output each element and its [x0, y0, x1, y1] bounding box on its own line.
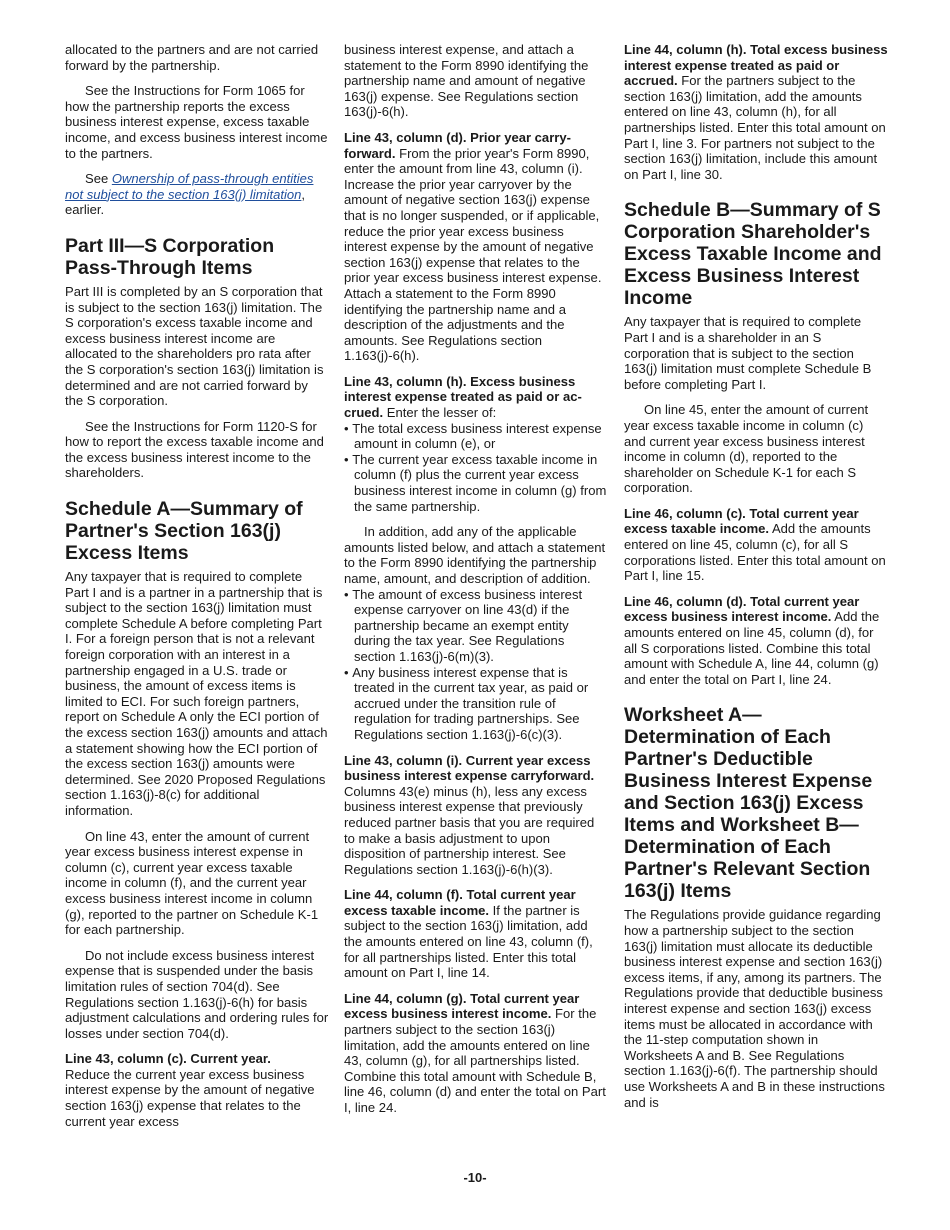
paragraph: Line 43, column (h). Excess business interest expense treated as paid or accrued. Enter the lesser of:: [344, 373, 582, 421]
column-3: [624, 42, 888, 1120]
run-in-heading: Line 44, column (g). Total current year excess business interest income.: [344, 990, 580, 1022]
list-item: • The current year excess taxable income in column (f) plus the current year excess business interest income in column (g) from the same partnership.: [344, 452, 608, 514]
paragraph: Line 46, column (c). Total current year excess taxable income. Add the amounts entered on line 45, column (c), for all S corporations listed. Enter this total amount on Part I, line 15.: [624, 505, 886, 584]
paragraph: Line 43, column (i). Current year excess business interest expense carryforward. Columns 43(e) minus (h), less any excess business interest expense that previously reduced partner basis that you are required to make a basis adjustment to upon disposition of partnership interest. See Regulations section 1.163(j)-6(h)(3).: [344, 752, 595, 877]
page-number: -10-: [463, 1170, 487, 1185]
run-in-heading: Line 43, column (i). Current year excess business interest expense carryforward.: [344, 752, 595, 784]
paragraph: business interest expense, and attach a statement to the Form 8990 identifying the partnership name and amount of negative 163(j) expense. See Regulations section 163(j)-6(h).: [344, 42, 589, 120]
paragraph: Part III is completed by an S corporation that is subject to the section 163(j) limitation. The S corporation's excess taxable income and excess business interest income are allocated to the shareholders pro rata after the S corporation's section 163(j) limitation is determined and are not carried forward by the S corporation.: [65, 283, 324, 409]
paragraph: Line 43, column (c). Current year. Reduce the current year excess business interest expense by the amount of negative section 163(j) expense that relates to the current year excess: [65, 1051, 315, 1129]
paragraph: allocated to the partners and are not carried forward by the partnership.: [65, 42, 319, 73]
paragraph: Any taxpayer that is required to complete Part I and is a partner in a partnership that is subject to the section 163(j) limitation must complete Schedule A before completing Part I. For a foreign person that is not a relevant foreign corporation with an interest in a partnership engaged in a U.S. trade or business, the amount of excess items is limited to ECI. For such foreign partners, report on Schedule A only the ECI portion of the excess section 163(j) amounts and attach a statement showing how the ECI portion of the excess section 163(j) amounts were determined. See 2020 Proposed Regulations section 1.163(j)-8(c) for additional information.: [65, 569, 328, 818]
run-in-heading: Line 46, column (d). Total current year excess business interest income.: [624, 593, 860, 625]
run-in-heading: Line 44, column (h). Total excess business interest expense treated as paid or accrued.: [624, 42, 888, 89]
paragraph: See the Instructions for Form 1065 for how the partnership reports the excess business interest expense, excess taxable income, and excess business interest income to the partners.: [65, 83, 328, 161]
paragraph: Line 46, column (d). Total current year excess business interest income. Add the amounts entered on line 45, column (d), for all S corporations listed. Combine this total amount with Schedule A, line 44, column (g) and enter the total on Part I, line 24.: [624, 593, 880, 687]
column-2: [344, 42, 608, 1126]
column-1: [65, 42, 329, 1139]
paragraph: Line 44, column (g). Total current year excess business interest income. For the partners subject to the section 163(j) limitation, add the amounts entered on line 43, column (g), for all partnerships listed. Combine this total amount with Schedule B, line 46, column (d) and enter the total on Part I, line 24.: [344, 990, 606, 1115]
paragraph: Line 43, column (d). Prior year carryforward. From the prior year's Form 8990, enter the amount from line 43, column (i). Increase the prior year carryover by the amount of negative section 163(j) expense that is no longer suspended, or if applicable, reduce the prior year excess business interest expense by the amount of negative section 163(j) expense that relates to the prior year excess business interest expense. Attach a statement to the Form 8990 identifying the partnership name and a description of the adjustments and the amounts. See Regulations section 1.163(j)-6(h).: [344, 129, 602, 364]
run-in-heading: Line 43, column (d). Prior year carryforward.: [344, 129, 571, 161]
paragraph: The Regulations provide guidance regarding how a partnership subject to the section 163(j) limitation must allocate its deductible business interest expense and section 163(j) excess items, if any, among its partners. The Regulations provide that deductible business interest expense and section 163(j) excess items must be allocated in accordance with the 11-step computation shown in Worksheets A and B. See Regulations section 1.163(j)-6(f). The partnership should use Worksheets A and B in these instructions and is: [624, 907, 885, 1110]
run-in-heading: Line 43, column (c). Current year.: [65, 1051, 271, 1067]
bullet-list: [344, 587, 608, 743]
list-item: • The total excess business interest expense amount in column (e), or: [344, 421, 608, 452]
paragraph: See the Instructions for Form 1120-S for how to report the excess taxable income and the excess business interest income to the shareholders.: [65, 418, 324, 481]
list-item: • Any business interest expense that is treated in the current tax year, as paid or accrued under the transition rule of regulation for trading partnerships. See Regulations section 1.163(j)-6(c)(3).: [344, 665, 608, 743]
paragraph: On line 43, enter the amount of current year excess business interest expense in column (c), current year excess taxable income in column (f), and the current year excess business interest income in column (g), reported to the partner on Schedule K-1 for each partnership.: [65, 828, 319, 938]
heading-schedule-a: Schedule A—Summary of Partner's Section 163(j) Excess Items: [65, 498, 303, 565]
paragraph: Line 44, column (h). Total excess business interest expense treated as paid or accrued. For the partners subject to the section 163(j) limitation, add the amounts entered on line 43, column (h), for all partnerships listed. Enter this total amount on Part I, line 3. For partners not subject to the section 163(j) limitation, include this amount on Part I, line 30.: [624, 42, 888, 182]
paragraph: On line 45, enter the amount of current year excess taxable income in column (c) and current year excess business interest income in column (d), reported to the shareholder on Schedule K-1 for each S corporation.: [624, 402, 869, 496]
paragraph: Any taxpayer that is required to complete Part I and is a shareholder in an S corporation that is subject to the section 163(j) limitation must complete Schedule B before completing Part I.: [624, 314, 872, 392]
bullet-list: [344, 421, 608, 515]
heading-part-iii: Part III—S Corporation Pass-Through Items: [65, 234, 275, 279]
run-in-heading: Line 44, column (f). Total current year excess taxable income.: [344, 887, 576, 918]
run-in-heading: Line 46, column (c). Total current year excess taxable income.: [624, 505, 859, 537]
heading-worksheets: Worksheet A—Determination of Each Partner's Deductible Business Interest Expense and Section 163(j) Excess Items and Worksheet B—Determination of Each Partner's Relevant Section 163(j) Items: [624, 704, 873, 903]
run-in-heading: Line 43, column (h). Excess business interest expense treated as paid or accrued.: [344, 373, 582, 421]
heading-schedule-b: Schedule B—Summary of S Corporation Shareholder's Excess Taxable Income and Excess Business Interest Income: [624, 199, 882, 310]
paragraph: See Ownership of pass-through entities not subject to the section 163(j) limitation, earlier.: [65, 171, 314, 218]
paragraph: Line 44, column (f). Total current year excess taxable income. If the partner is subject to the section 163(j) limitation, add the amounts entered on line 43, column (f), for all partnerships listed. Enter this total amount on Part I, line 14.: [344, 887, 593, 981]
paragraph: In addition, add any of the applicable amounts listed below, and attach a statement to the Form 8990 identifying the partnership name, amount, and description of addition.: [344, 524, 606, 586]
paragraph: Do not include excess business interest expense that is suspended under the basis limitation rules of section 704(d). See Regulations section 1.163(j)-6(h) for basis adjustment calculations and ordering rules for losses under section 704(d).: [65, 947, 329, 1041]
ownership-link[interactable]: Ownership of pass-through entities not subject to the section 163(j) limitation: [65, 171, 314, 202]
list-item: • The amount of excess business interest expense carryover on line 43(d) if the partnership became an exempt entity during the tax year. See Regulations section 1.163(j)-6(m)(3).: [344, 587, 608, 665]
